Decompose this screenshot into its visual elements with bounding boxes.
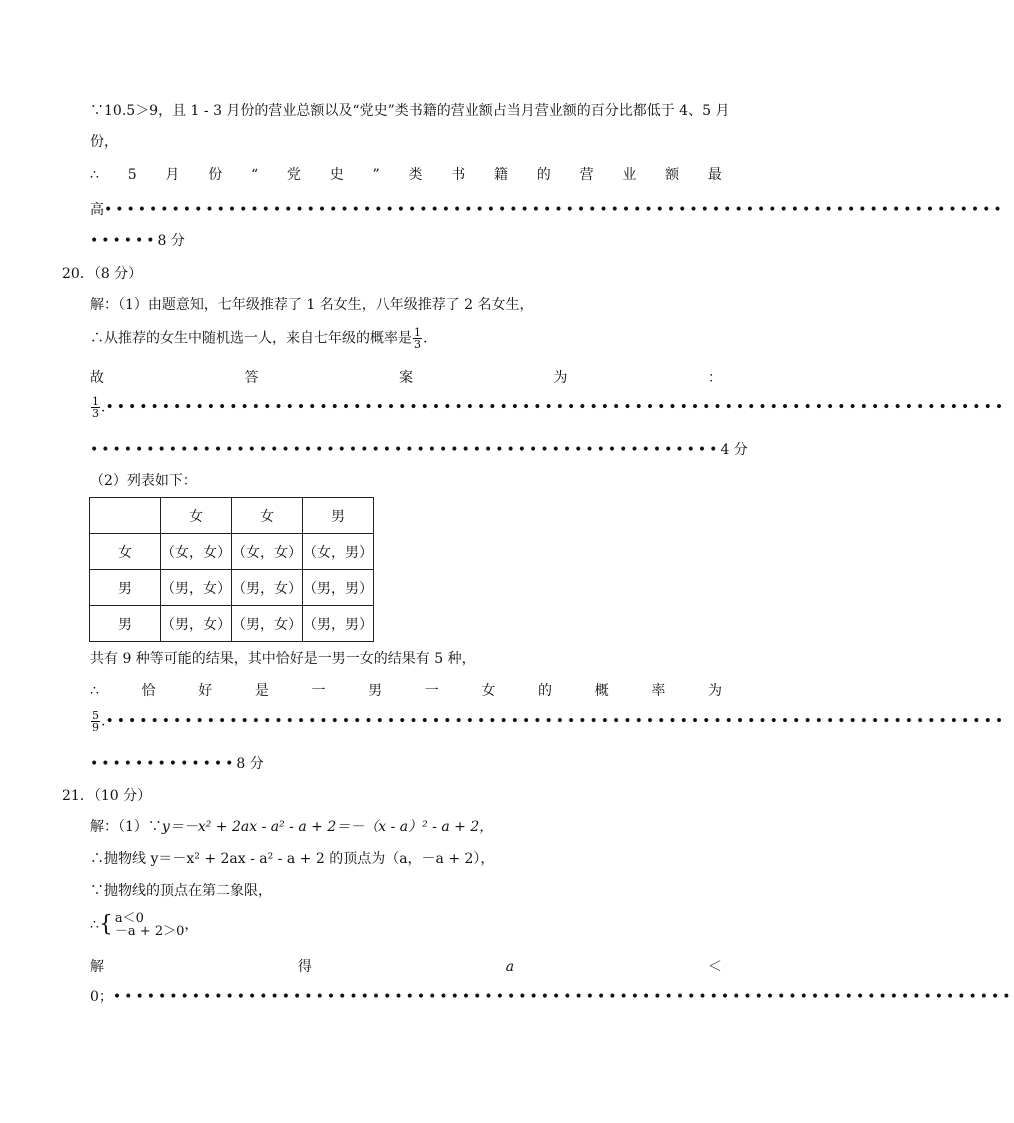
q21-vertex: ∴抛物线 y＝－x² + 2ax - a² - a + 2 的顶点为（a，－a + 2）， bbox=[90, 851, 495, 867]
q21-part1: 解：（1）∵y＝－x² + 2ax - a² - a + 2＝－（x - a）² - a + 2， bbox=[90, 819, 494, 835]
q20-part2: （2）列表如下： bbox=[90, 473, 197, 489]
table-row bbox=[90, 570, 374, 606]
q20-score-8: •••••••••••••8 分 bbox=[90, 756, 264, 772]
table-row bbox=[90, 606, 374, 642]
table-cell: 女 bbox=[90, 534, 161, 570]
table-row bbox=[90, 534, 374, 570]
table-header-row bbox=[90, 498, 374, 534]
table-cell: 女 bbox=[232, 498, 303, 534]
table-cell bbox=[90, 498, 161, 534]
q20-answer-value: $\frac{1}{3}$ .•••••••••••••••••••••••••••••••••••••••••••••••••••••••••••••••••••••••••••••••• bbox=[92, 395, 1007, 420]
table-cell: （女，女） bbox=[161, 534, 232, 570]
q20-header: 20．（8 分） bbox=[62, 266, 143, 282]
q20-part1-prob: ∴从推荐的女生中随机选一人，来自七年级的概率是 $\frac{1}{3}$ . bbox=[90, 326, 428, 351]
line-19-reason: ∵10.5＞9，且 1 - 3 月份的营业总额以及“党史”类书籍的营业额占当月营业额的百分比都低于 4、5 月 bbox=[90, 103, 730, 119]
line-19-score: ••••••8 分 bbox=[90, 233, 185, 249]
table-cell: （男，女） bbox=[232, 570, 303, 606]
q20-outcomes: 共有 9 种等可能的结果，其中恰好是一男一女的结果有 5 种， bbox=[90, 651, 476, 667]
fraction-five-ninths: $\frac{5}{9}$ bbox=[92, 709, 99, 734]
q20-part1: 解：（1）由题意知，七年级推荐了 1 名女生，八年级推荐了 2 名女生， bbox=[90, 297, 534, 313]
table-cell: （男，女） bbox=[232, 606, 303, 642]
q21-header: 21．（10 分） bbox=[62, 788, 152, 804]
line-19-dots-a: 高•••••••••••••••••••••••••••••••••••••••••••••••••••••••••••••••••••••••••••••••• bbox=[90, 202, 1005, 218]
table-cell: （男，女） bbox=[161, 606, 232, 642]
q21-quadrant: ∵抛物线的顶点在第二象限， bbox=[90, 883, 272, 899]
probability-table bbox=[89, 497, 374, 642]
fraction-one-third: $\frac{1}{3}$ bbox=[414, 326, 421, 351]
q21-inequality-system: ∴{ a＜0 －a + 2＞0 ， bbox=[90, 911, 199, 939]
score-badge: 8 分 bbox=[157, 233, 185, 249]
table-cell: 男 bbox=[90, 570, 161, 606]
table-cell: （女，男） bbox=[303, 534, 374, 570]
q20-prob-value: $\frac{5}{9}$ .•••••••••••••••••••••••••••••••••••••••••••••••••••••••••••••••••••••••••••••••• bbox=[92, 709, 1007, 734]
table-cell: 男 bbox=[303, 498, 374, 534]
table-cell: （男，男） bbox=[303, 606, 374, 642]
line-19-reason-cont: 份， bbox=[90, 134, 118, 150]
score-badge: 8 分 bbox=[236, 756, 264, 772]
q20-score-4: ••••••••••••••••••••••••••••••••••••••••••••••••••••••••4 分 bbox=[90, 442, 748, 458]
fraction-one-third-answer: $\frac{1}{3}$ bbox=[92, 395, 99, 420]
q20-prob-line: ∴ 恰 好 是 一 男 一 女 的 概 率 为 bbox=[90, 683, 722, 699]
q21-solve-dots: 0；•••••••••••••••••••••••••••••••••••••••••••••••••••••••••••••••••••••••••••••••• bbox=[90, 989, 1014, 1005]
q21-solve-line: 解 得 a ＜ bbox=[90, 959, 722, 975]
table-cell: （男，女） bbox=[161, 570, 232, 606]
score-badge: 4 分 bbox=[720, 442, 748, 458]
q20-answer-line: 故 答 案 为 ： bbox=[90, 370, 722, 386]
table-cell: 男 bbox=[90, 606, 161, 642]
table-cell: 女 bbox=[161, 498, 232, 534]
table-cell: （男，男） bbox=[303, 570, 374, 606]
line-19-conclusion: ∴ 5 月 份 “ 党 史 ” 类 书 籍 的 营 业 额 最 bbox=[90, 167, 722, 183]
table-cell: （女，女） bbox=[232, 534, 303, 570]
